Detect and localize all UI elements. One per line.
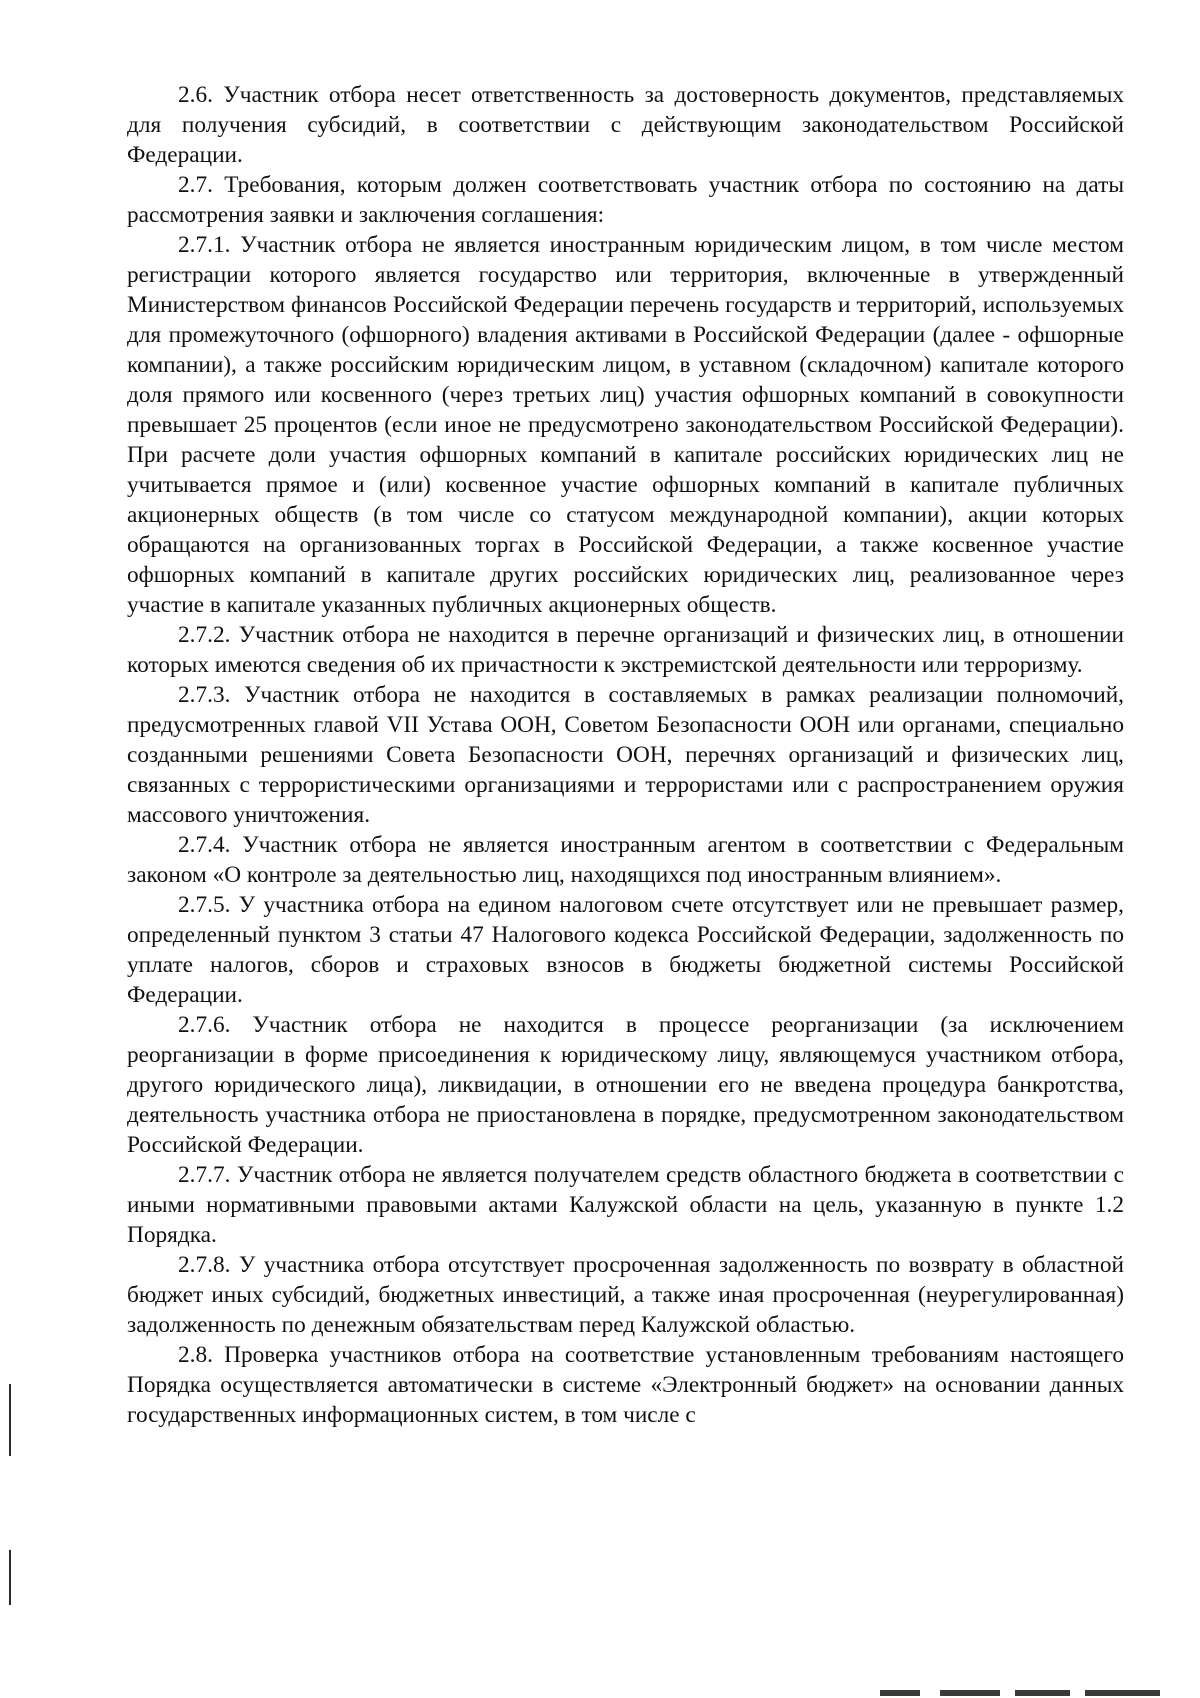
paragraph-2-7-4: 2.7.4. Участник отбора не является иностранным агентом в соответствии с Федеральным законом «О контроле за деятельностью лиц, находящихся под иностранным влиянием». — [127, 832, 1124, 888]
scan-margin-mark — [9, 1384, 11, 1456]
paragraph-2-6: 2.6. Участник отбора несет ответственность за достоверность документов, представляемых для получения субсидий, в соответствии с действующим законодательством Российской Федерации. — [127, 82, 1124, 168]
paragraph-2-7-6: 2.7.6. Участник отбора не находится в процессе реорганизации (за исключением реорганизации в форме присоединения к юридическому лицу, являющемуся участником отбора, другого юридического лица), ликвидации, в отношении его не введена процедура банкротства, деятельность участника отбора не приостановлена в порядке, предусмотренном законодательством Российской Федерации. — [127, 1012, 1124, 1158]
scan-edge-artifact — [1015, 1690, 1070, 1696]
paragraph-2-7-2: 2.7.2. Участник отбора не находится в перечне организаций и физических лиц, в отношении которых имеются сведения об их причастности к экстремистской деятельности или терроризму. — [127, 622, 1124, 678]
scan-edge-artifact — [880, 1690, 920, 1696]
scan-margin-mark — [9, 1550, 11, 1605]
paragraph-2-8: 2.8. Проверка участников отбора на соответствие установленным требованиям настоящего Порядка осуществляется автоматически в системе «Электронный бюджет» на основании данных государственных информационных систем, в том числе с — [127, 1342, 1124, 1428]
paragraph-2-7-1: 2.7.1. Участник отбора не является иностранным юридическим лицом, в том числе местом регистрации которого является государство или территория, включенные в утвержденный Министерством финансов Российской Федерации перечень государств и территорий, используемых для промежуточного (офшорного) владения активами в Российской Федерации (далее - офшорные компании), а также российским юридическим лицом, в уставном (складочном) капитале которого доля прямого или косвенного (через третьих лиц) участия офшорных компаний в совокупности превышает 25 процентов (если иное не предусмотрено законодательством Российской Федерации). При расчете доли участия офшорных компаний в капитале российских юридических лиц не учитывается прямое и (или) косвенное участие офшорных компаний в капитале публичных акционерных обществ (в том числе со статусом международной компании), акции которых обращаются на организованных торгах в Российской Федерации, а также косвенное участие офшорных компаний в капитале других российских юридических лиц, реализованное через участие в капитале указанных публичных акционерных обществ. — [127, 232, 1124, 618]
paragraph-2-7-3: 2.7.3. Участник отбора не находится в составляемых в рамках реализации полномочий, предусмотренных главой VII Устава ООН, Советом Безопасности ООН или органами, специально созданными решениями Совета Безопасности ООН, перечнях организаций и физических лиц, связанных с террористическими организациями и террористами или с распространением оружия массового уничтожения. — [127, 682, 1124, 828]
paragraph-2-7: 2.7. Требования, которым должен соответствовать участник отбора по состоянию на даты рассмотрения заявки и заключения соглашения: — [127, 172, 1124, 228]
scan-edge-artifact — [940, 1690, 1000, 1696]
document-body — [127, 80, 1124, 1430]
scan-edge-artifact — [1085, 1690, 1160, 1696]
paragraph-2-7-5: 2.7.5. У участника отбора на едином налоговом счете отсутствует или не превышает размер, определенный пунктом 3 статьи 47 Налогового кодекса Российской Федерации, задолженность по уплате налогов, сборов и страховых взносов в бюджеты бюджетной системы Российской Федерации. — [127, 892, 1124, 1008]
paragraph-2-7-7: 2.7.7. Участник отбора не является получателем средств областного бюджета в соответствии с иными нормативными правовыми актами Калужской области на цель, указанную в пункте 1.2 Порядка. — [127, 1162, 1124, 1248]
paragraph-2-7-8: 2.7.8. У участника отбора отсутствует просроченная задолженность по возврату в областной бюджет иных субсидий, бюджетных инвестиций, а также иная просроченная (неурегулированная) задолженность по денежным обязательствам перед Калужской областью. — [127, 1252, 1124, 1338]
